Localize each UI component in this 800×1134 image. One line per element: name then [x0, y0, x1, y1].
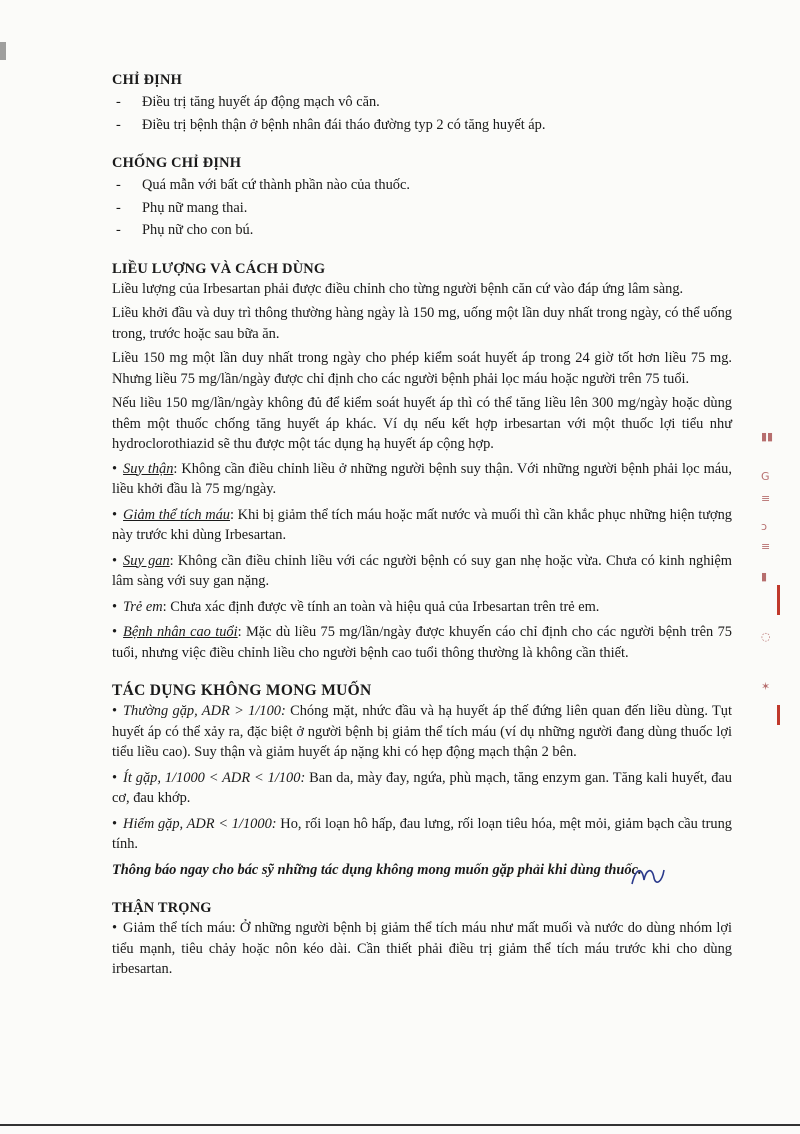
section-indications: [112, 70, 732, 135]
section-title: LIỀU LƯỢNG VÀ CÁCH DÙNG: [112, 260, 326, 277]
dosage-bullet: • Suy thận: Không cần điều chỉnh liều ở những người bệnh suy thận. Với những người bệnh phải lọc máu, liều khởi đầu là 75 mg/ngày.: [112, 460, 732, 497]
dash-marker: -: [116, 199, 121, 216]
indications-list: [112, 92, 732, 135]
dash-marker: -: [116, 116, 121, 133]
dosage-bullet: • Trẻ em: Chưa xác định được về tính an toàn và hiệu quả của Irbesartan trên trẻ em.: [112, 598, 600, 615]
paragraph: Nếu liều 150 mg/lần/ngày không đủ để kiểm soát huyết áp thì có thể tăng liều lên 300 mg/ngày hoặc dùng thêm một thuốc chống tăng huyết áp khác. Ví dụ nếu kết hợp irbesartan với một thuốc lợi tiểu như hydroclorothiazid sẽ thu được một tác dụng hạ huyết áp cộng hợp.: [112, 395, 732, 452]
list-item: - Phụ nữ mang thai.: [112, 198, 732, 219]
document-page: [112, 70, 732, 998]
precaution-bullet: • Giảm thể tích máu: Ở những người bệnh bị giảm thể tích máu như mất muối và nước do dùng nhóm lợi tiểu mạnh, tiêu chảy hoặc nôn kéo dài. Cần thiết phải điều trị giảm thể tích máu trước khi cho dùng irbesartan.: [112, 920, 732, 977]
bottom-rule: [0, 1124, 800, 1126]
paragraph: Liều khởi đầu và duy trì thông thường hàng ngày là 150 mg, uống một lần duy nhất trong ngày, có thể uống trong, trước hoặc sau bữa ăn.: [112, 305, 732, 342]
dash-marker: -: [116, 177, 121, 193]
contraindications-list: [112, 175, 732, 241]
dosage-bullet: • Giảm thể tích máu: Khi bị giảm thể tích máu hoặc mất nước và muối thì cần khắc phục những hiện tượng này trước khi dùng Irbesartan.: [112, 506, 732, 543]
paragraph: Liều lượng của Irbesartan phải được điều chỉnh cho từng người bệnh căn cứ vào đáp ứng lâm sàng.: [112, 280, 684, 297]
section-title: THẬN TRỌNG: [112, 900, 212, 916]
dash-marker: -: [116, 222, 121, 238]
section-side-effects: [112, 681, 732, 880]
list-item: - Phụ nữ cho con bú.: [112, 220, 732, 241]
red-stamp-fragment: ▮▮ G ≡ ɔ ≡ ▮ ◌ ✶: [755, 430, 795, 730]
list-item: - Điều trị bệnh thận ở bệnh nhân đái tháo đường typ 2 có tăng huyết áp.: [112, 115, 732, 136]
side-effect-bullet: • Thường gặp, ADR > 1/100: Chóng mặt, nhức đầu và hạ huyết áp thế đứng liên quan đến liều dùng. Tụt huyết áp có thể xảy ra, đặc biệt ở người bệnh bị giảm thể tích máu (ví dụ những người đang dùng thuốc lợi tiểu liều cao). Suy thận và giảm huyết áp nặng khi có hẹp động mạch thận 2 bên.: [112, 703, 732, 760]
side-effect-bullet: • Ít gặp, 1/1000 < ADR < 1/100: Ban da, mày đay, ngứa, phù mạch, tăng enzym gan. Tăng kali huyết, đau cơ, đau khớp.: [112, 769, 732, 806]
section-title: TÁC DỤNG KHÔNG MONG MUỐN: [112, 682, 372, 699]
paragraph: Liều 150 mg một lần duy nhất trong ngày cho phép kiểm soát huyết áp trong 24 giờ tốt hơn liều 75 mg. Nhưng liều 75 mg/lần/ngày được chỉ định cho các người bệnh phải lọc máu hoặc người trên 75 tuổi.: [112, 350, 732, 387]
scan-edge-mark: [0, 42, 6, 60]
section-title: CHỐNG CHỈ ĐỊNH: [112, 155, 242, 171]
section-title: CHỈ ĐỊNH: [112, 72, 182, 88]
section-dosage: [112, 259, 732, 664]
list-item: - Điều trị tăng huyết áp động mạch vô căn.: [112, 92, 732, 113]
dosage-bullet: • Suy gan: Không cần điều chỉnh liều với các người bệnh có suy gan nhẹ hoặc vừa. Chưa có kinh nghiệm lâm sàng với suy gan nặng.: [112, 552, 732, 589]
warning-note: Thông báo ngay cho bác sỹ những tác dụng không mong muốn gặp phải khi dùng thuốc.: [112, 861, 642, 878]
side-effect-bullet: • Hiếm gặp, ADR < 1/1000: Ho, rối loạn hô hấp, đau lưng, rối loạn tiêu hóa, mệt mỏi, giảm bạch cầu trung tính.: [112, 815, 732, 852]
section-precautions: [112, 898, 732, 980]
dosage-bullet: • Bệnh nhân cao tuổi: Mặc dù liều 75 mg/lần/ngày được khuyến cáo chỉ định cho các người bệnh trên 75 tuổi, nhưng việc điều chỉnh liều cho người bệnh cao tuổi thông thường là không cần thiết.: [112, 624, 732, 661]
handwritten-initials: [628, 862, 668, 892]
dash-marker: -: [116, 94, 121, 110]
section-contraindications: [112, 153, 732, 241]
list-item: - Quá mẫn với bất cứ thành phần nào của thuốc.: [112, 175, 732, 196]
